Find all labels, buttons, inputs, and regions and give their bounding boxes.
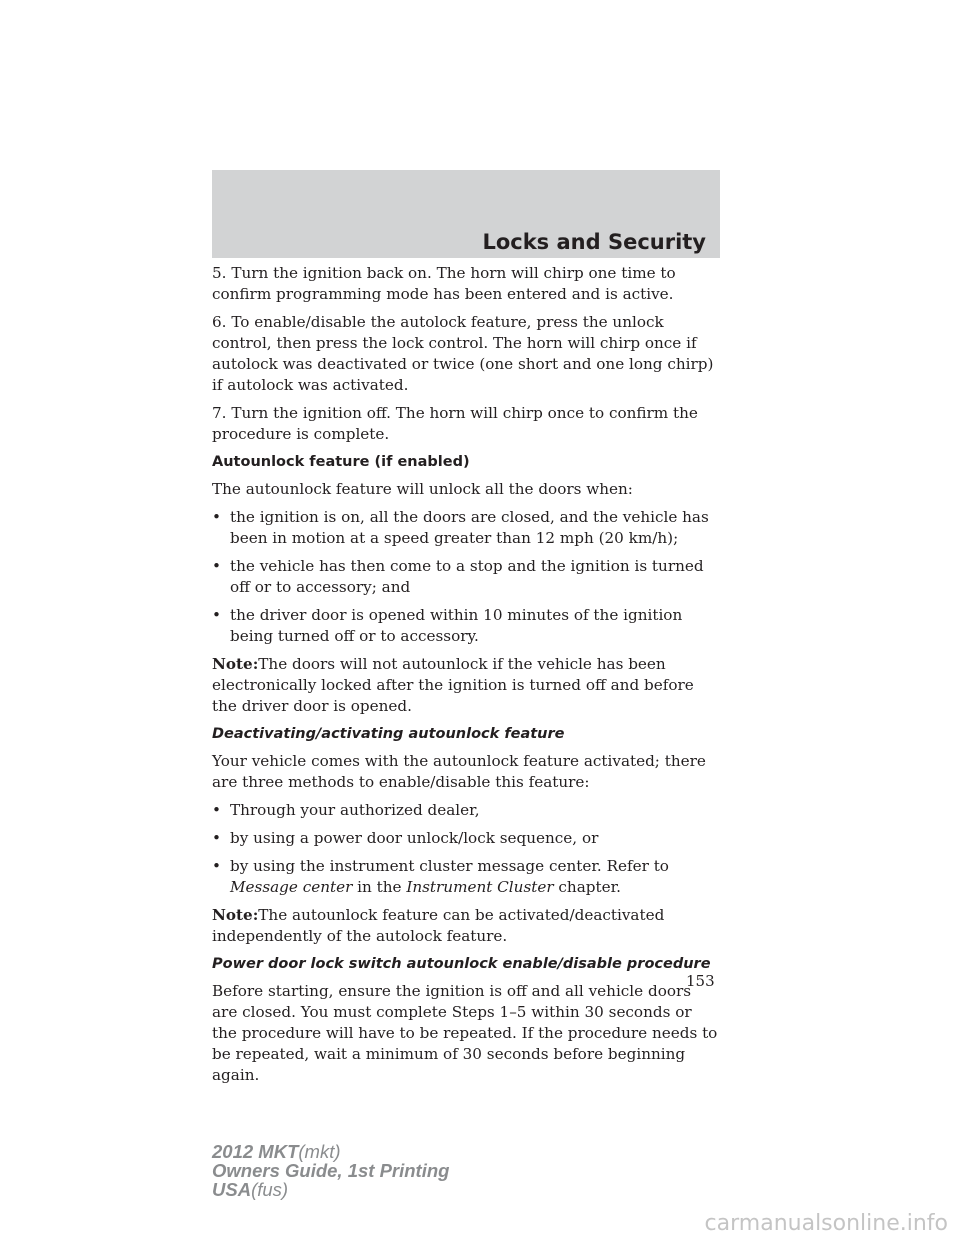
footer-line-1 [212, 1142, 449, 1161]
step-5: 5. Turn the ignition back on. The horn will chirp one time to confirm programming mode has been entered and is active. [212, 264, 676, 303]
list-item [212, 800, 720, 821]
bullet-icon: • [212, 857, 221, 875]
method3-prefix: by using the instrument cluster message center. Refer to [230, 857, 669, 875]
page-number: 153 [686, 972, 715, 990]
note-2 [212, 905, 720, 947]
list-item [212, 828, 720, 849]
footer-model-code: (mkt) [298, 1141, 341, 1162]
list-item [212, 556, 720, 598]
list-item-text: Through your authorized dealer, [230, 801, 480, 819]
note-text: The autounlock feature can be activated/deactivated independently of the autolock feature. [212, 906, 665, 945]
bullet-icon: • [212, 606, 221, 624]
list-item-text: the ignition is on, all the doors are closed, and the vehicle has been in motion at a speed greater than 12 mph (20 km/h); [230, 508, 709, 547]
list-item [212, 605, 720, 647]
list-item-text: the driver door is opened within 10 minutes of the ignition being turned off or to accessory. [230, 606, 683, 645]
message-center-reference: Message center [230, 878, 353, 896]
footer-line-2: Owners Guide, 1st Printing [212, 1160, 450, 1181]
method3-mid: in the [352, 878, 407, 896]
procedure-text: Before starting, ensure the ignition is off and all vehicle doors are closed. You must complete Steps 1–5 within 30 seconds or the procedure will have to be repeated. If the procedure needs to be repeated, wait a minimum of 30 seconds before beginning again. [212, 982, 718, 1084]
list-item-text: by using a power door unlock/lock sequence, or [230, 829, 599, 847]
bullet-icon: • [212, 829, 221, 847]
autounlock-intro: The autounlock feature will unlock all the doors when: [212, 480, 633, 498]
procedure-heading: Power door lock switch autounlock enable/disable procedure [212, 956, 711, 972]
footer-model: 2012 MKT [212, 1141, 299, 1162]
list-item [212, 507, 720, 549]
footer-market-code: (fus) [251, 1179, 289, 1200]
method3-suffix: chapter. [553, 878, 621, 896]
bullet-icon: • [212, 508, 221, 526]
note-text: The doors will not autounlock if the vehicle has been electronically locked after the ignition is turned off and before the driver door is opened. [212, 655, 694, 715]
note-1 [212, 654, 720, 717]
bullet-icon: • [212, 801, 221, 819]
footer-line-3 [212, 1180, 449, 1199]
footer-market: USA [212, 1179, 252, 1200]
section-title: Locks and Security [482, 230, 706, 254]
watermark-text: carmanualsonline.info [704, 1211, 948, 1236]
step-6: 6. To enable/disable the autolock feature, press the unlock control, then press the lock control. The horn will chirp once if autolock was deactivated or twice (one short and one long chirp) if autolock was activated. [212, 313, 714, 394]
print-footer [212, 1142, 449, 1199]
note-label: Note: [212, 906, 259, 924]
deactivating-heading: Deactivating/activating autounlock feature [212, 726, 565, 742]
step-7: 7. Turn the ignition off. The horn will chirp once to confirm the procedure is complete. [212, 404, 698, 443]
note-label: Note: [212, 655, 259, 673]
instrument-cluster-reference: Instrument Cluster [406, 878, 554, 896]
list-item-text: the vehicle has then come to a stop and the ignition is turned off or to accessory; and [230, 557, 704, 596]
list-item-text [230, 857, 669, 896]
bullet-icon: • [212, 557, 221, 575]
page-content [212, 263, 720, 1093]
deactivating-intro: Your vehicle comes with the autounlock feature activated; there are three methods to enable/disable this feature: [212, 752, 706, 791]
section-header-band [212, 170, 720, 258]
autounlock-heading: Autounlock feature (if enabled) [212, 454, 470, 470]
list-item [212, 856, 720, 898]
